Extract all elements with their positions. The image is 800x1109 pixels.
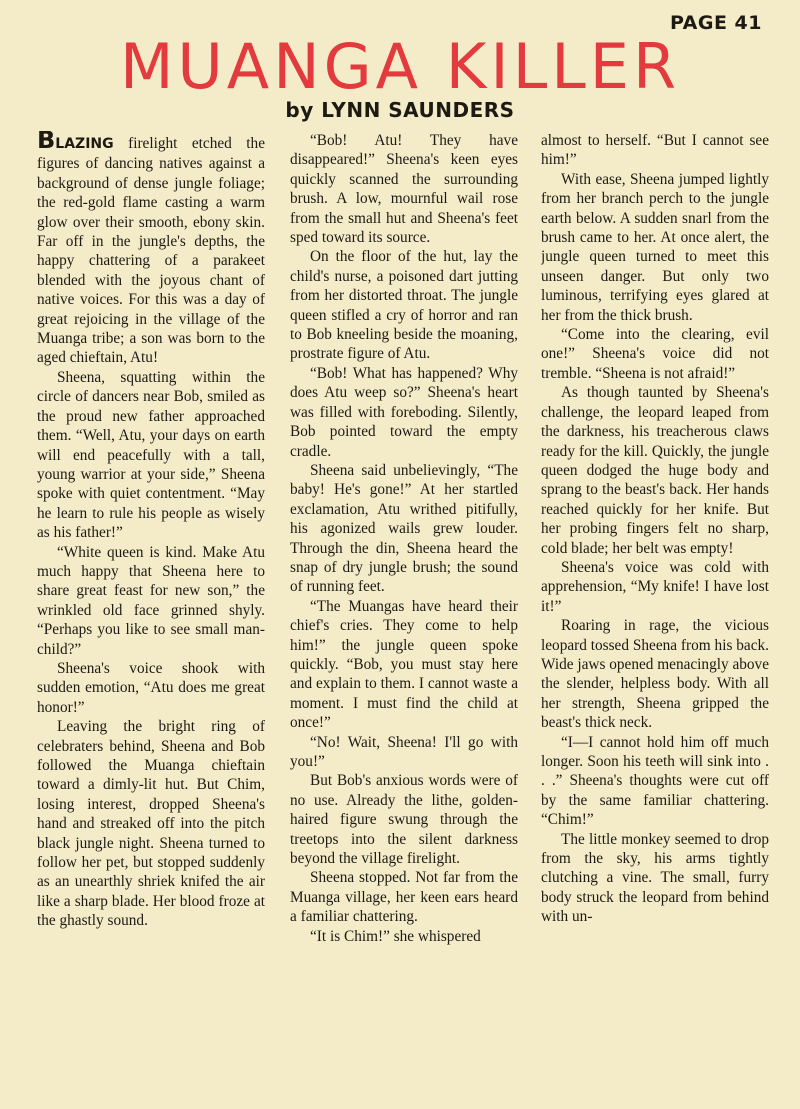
paragraph: “The Muangas have heard their chief's cries. They come to help him!” the jungle queen spoke quickly. “Bob, you must stay here and explain to them. I cannot waste a moment. I must find the child at once!” (290, 597, 518, 732)
paragraph: Sheena's voice was cold with apprehension, “My knife! I have lost it!” (541, 558, 769, 615)
paragraph: “White queen is kind. Make Atu much happy that Sheena here to share great feast for new son,” the wrinkled old face grinned shyly. “Perhaps you like to see small man-child?” (37, 543, 265, 658)
paragraph: “Bob! What has happened? Why does Atu weep so?” Sheena's heart was filled with foreboding. Silently, Bob pointed toward the empty cradle. (290, 364, 518, 460)
paragraph: The little monkey seemed to drop from the sky, his arms tightly clutching a vine. The small, furry body struck the leopard from behind with un- (541, 830, 769, 926)
paragraph: “No! Wait, Sheena! I'll go with you!” (290, 733, 518, 770)
article-title: MUANGA KILLER (119, 30, 681, 103)
lead-word: LAZING (55, 136, 114, 152)
paragraph: “It is Chim!” she whispered (310, 927, 481, 945)
paragraph: “I—I cannot hold him off much longer. Soon his teeth will sink into . . .” Sheena's thoughts were cut off by the same familiar chattering. “Chim!” (541, 733, 769, 829)
column-3 (541, 131, 769, 1061)
paragraph: Sheena said unbelievingly, “The baby! He's gone!” At her startled exclamation, Atu writhed pitifully, his agonized wails grew louder. Through the din, Sheena heard the snap of dry jungle brush; the sound of running feet. (290, 461, 518, 596)
paragraph: Sheena, squatting within the circle of dancers near Bob, smiled as the proud new father approached them. “Well, Atu, your days on earth will end peacefully with a tall, young warrior at your side,” Sheena spoke with quiet contentment. “May he learn to rule his people as wisely as his father!” (37, 368, 265, 542)
paragraph: “Come into the clearing, evil one!” Sheena's voice did not tremble. “Sheena is not afraid!” (541, 326, 769, 382)
column-1 (37, 131, 265, 1061)
paragraph: But Bob's anxious words were of no use. Already the lithe, golden-haired figure swung through the treetops into the silent darkness beyond the village firelight. (290, 772, 518, 868)
paragraph: “Bob! Atu! They have disappeared!” Sheena's keen eyes quickly scanned the surrounding brush. A low, mournful wail rose from the small hut and Sheena's feet sped toward its source. (290, 132, 518, 247)
byline: by LYNN SAUNDERS (285, 98, 515, 122)
paragraph: As though taunted by Sheena's challenge, the leopard leaped from the darkness, his treacherous claws ready for the kill. Quickly, the jungle queen dodged the huge body and sprang to the beast's back. Her hands reached quickly for her knife. But her probing fingers felt no sharp, cold blade; her belt was empty! (541, 384, 769, 557)
paragraph: With ease, Sheena jumped lightly from her branch perch to the jungle earth below. A sudden snarl from the brush came to her. At once alert, the jungle queen turned to meet this unseen danger. But only two luminous, terrifying eyes glared at her from the thick brush. (541, 170, 769, 324)
paragraph (37, 131, 265, 368)
paragraph: almost to herself. “But I cannot see him!” (541, 132, 769, 169)
paragraph-text: firelight etched the figures of dancing natives against a background of dense jungle foliage; the red-gold flame casting a warm glow over their smooth, ebony skin. Far off in the jungle's depths, the happy chattering of a parakeet blended with the joyous chant of native voices. For this was a day of great rejoicing in the village of the Muanga tribe; a son was born to the aged chieftain, Atu! (37, 135, 265, 367)
paragraph: Roaring in rage, the vicious leopard tossed Sheena from his back. Wide jaws opened menacingly above the slender, helpless body. With all her strength, Sheena gripped the beast's thick neck. (541, 617, 769, 732)
drop-cap: B (37, 131, 56, 154)
page-number: PAGE 41 (669, 12, 762, 34)
paragraph: Leaving the bright ring of celebraters behind, Sheena and Bob followed the Muanga chieftain toward a dimly-lit hut. But Chim, losing interest, dropped Sheena's hand and streaked off into the pitch black jungle night. Sheena turned to follow her pet, but stopped suddenly as an unearthly shriek knifed the air like a sharp blade. Her blood froze at the ghastly sound. (37, 718, 265, 930)
paragraph: On the floor of the hut, lay the child's nurse, a poisoned dart jutting from her distorted throat. The jungle queen stifled a cry of horror and ran to Bob kneeling beside the moaning, prostrate figure of Atu. (290, 248, 518, 363)
paragraph: Sheena's voice shook with sudden emotion, “Atu does me great honor!” (37, 659, 265, 716)
paragraph: Sheena stopped. Not far from the Muanga village, her keen ears heard a familiar chattering. (290, 869, 518, 926)
column-2 (290, 131, 518, 1061)
